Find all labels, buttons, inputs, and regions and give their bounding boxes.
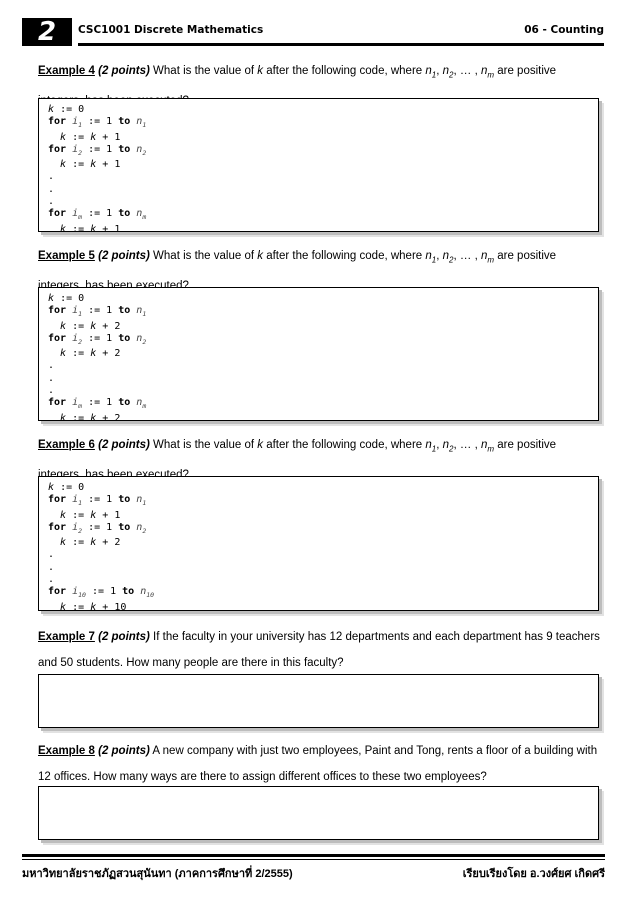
seq-n1: $n_1$ <box>425 250 437 265</box>
example-4-code-box <box>38 98 599 235</box>
question-text: are positive <box>497 439 557 451</box>
example-points: (2 points) <box>98 65 150 77</box>
example-6-code-box <box>38 476 599 611</box>
example-label: Example 7 <box>38 631 95 643</box>
seq-nm: $n_m$ <box>480 439 495 454</box>
example-label: Example 5 <box>38 250 95 262</box>
question-text: after the following code, where <box>263 250 426 262</box>
example-points: (2 points) <box>98 631 150 643</box>
question-text: are positive <box>497 65 557 77</box>
header-rule <box>78 43 604 46</box>
question-text: after the following code, where <box>263 65 426 77</box>
footer-rule <box>22 854 605 857</box>
example-label: Example 6 <box>38 439 95 451</box>
footer-author: เรียบเรียงโดย อ.วงศ์ยศ เกิดศรี <box>462 868 605 880</box>
footer-rule-thin <box>22 859 605 860</box>
example-7-answer-box[interactable] <box>38 674 599 728</box>
example-8-answer-box[interactable] <box>38 786 599 840</box>
code-block: k := 0 for $i_1$ := 1 to $n_1$ k := k + 1 for $i_2$ := 1 to $n_2$ k := k + 1 . . . for $i_m$ := 1 to $n_m$ k := k + 1 <box>48 104 147 235</box>
question-text: If the faculty in your university has 12 departments and each department has 9 teachers and 50 students. How many people are there in this faculty? <box>38 631 600 669</box>
seq-nm: $n_m$ <box>480 65 495 80</box>
footer-university: มหาวิทยาลัยราชภัฏสวนสุนันทา (ภาคการศึกษาที่ 2/2555) <box>22 868 293 880</box>
seq-nm: $n_m$ <box>480 250 495 265</box>
question-text: What is the value of <box>149 65 258 77</box>
variable: k <box>257 250 263 262</box>
question-text: after the following code, where <box>263 439 426 451</box>
seq-n1: $n_1$ <box>425 65 437 80</box>
seq-n2: $n_2$ <box>442 250 454 265</box>
example-label: Example 4 <box>38 65 95 77</box>
example-points: (2 points) <box>98 745 150 757</box>
example-8-question <box>38 738 603 790</box>
example-5-question: Example 5 (2 points) What is the value of k after the following code, where $n_1$, $n_2$, … , $n_m$ are positive <box>38 243 603 299</box>
example-label: Example 8 <box>38 745 95 757</box>
code-block: k := 0 for $i_1$ := 1 to $n_1$ k := k + 2 for $i_2$ := 1 to $n_2$ k := k + 2 . . . for $i_m$ := 1 to $n_m$ k := k + 2 <box>48 293 147 424</box>
question-text: A new company with just two employees, Paint and Tong, rents a floor of a building with 12 offices. How many ways are there to assign different offices to these two employees? <box>38 745 598 783</box>
example-4-question: Example 4 (2 points) What is the value of k after the following code, where $n_1$, $n_2$, … , $n_m$ are positive <box>38 58 603 114</box>
course-title: CSC1001 Discrete Mathematics <box>78 24 264 36</box>
page-header <box>22 18 604 48</box>
example-points: (2 points) <box>98 250 150 262</box>
seq-n2: $n_2$ <box>442 439 454 454</box>
example-points: (2 points) <box>98 439 150 451</box>
variable: k <box>257 65 263 77</box>
question-text: What is the value of <box>149 439 258 451</box>
example-5-code-box <box>38 287 599 424</box>
seq-n2: $n_2$ <box>442 65 454 80</box>
example-6-question: Example 6 (2 points) What is the value of k after the following code, where $n_1$, $n_2$, … , $n_m$ are positive <box>38 432 603 488</box>
variable: k <box>257 439 263 451</box>
page-number: 2 <box>22 18 72 46</box>
code-block: k := 0 for $i_1$ := 1 to $n_1$ k := k + 1 for $i_2$ := 1 to $n_2$ k := k + 2 . . . for $i_{10}$ := 1 to $n_{10}$ k := k + 10 <box>48 482 155 613</box>
seq-n1: $n_1$ <box>425 439 437 454</box>
chapter-title: 06 - Counting <box>524 24 604 36</box>
question-text: are positive <box>497 250 557 262</box>
question-text: What is the value of <box>149 250 258 262</box>
example-7-question <box>38 624 603 676</box>
